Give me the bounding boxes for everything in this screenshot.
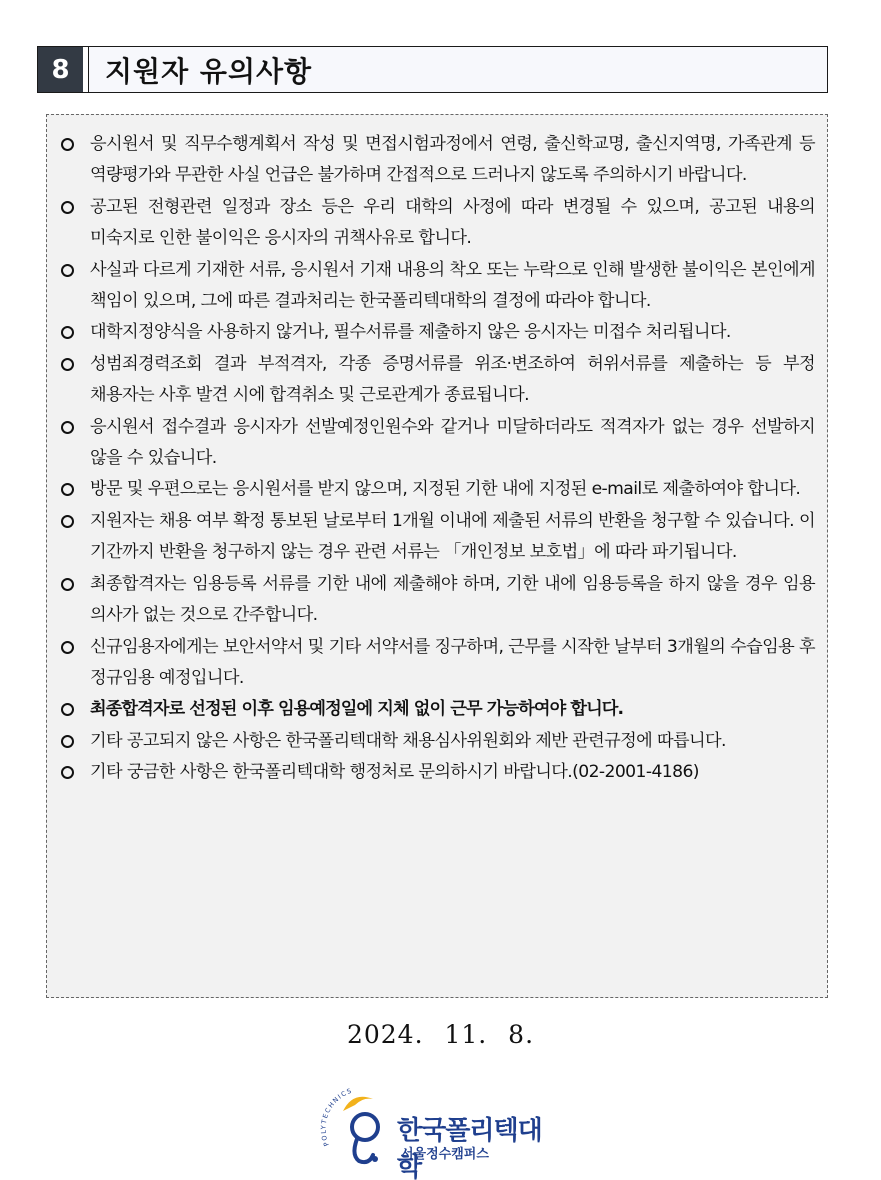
notice-item (61, 757, 815, 788)
notice-item (61, 726, 815, 757)
emblem-dot (372, 1156, 378, 1162)
notice-text: 응시원서 접수결과 응시자가 선발예정인원수와 같거나 미달하더라도 적격자가 없는 경우 선발하지 않을 수 있습니다. (90, 416, 815, 469)
circle-bullet-icon (61, 264, 74, 277)
notice-item (61, 255, 815, 318)
logo-campus-name: 서울정수캠퍼스 (401, 1147, 489, 1162)
notice-text: 최종합격자는 임용등록 서류를 기한 내에 제출해야 하며, 기한 내에 임용등록을 하지 않을 경우 임용 의사가 없는 것으로 간주합니다. (90, 573, 815, 626)
circle-bullet-icon (61, 483, 74, 496)
emblem-flame-shape (343, 1097, 373, 1111)
notice-box (46, 114, 828, 998)
circle-bullet-icon (61, 326, 74, 339)
notice-text: 공고된 전형관련 일정과 장소 등은 우리 대학의 사정에 따라 변경될 수 있으며, 공고된 내용의 미숙지로 인한 불이익은 응시자의 귀책사유로 합니다. (90, 196, 815, 249)
notice-item (61, 317, 815, 348)
document-date: 2024. 11. 8. (346, 1020, 535, 1049)
institution-logo (315, 1075, 565, 1180)
notice-text: 성범죄경력조회 결과 부적격자, 각종 증명서류를 위조·변조하여 허위서류를 제출하는 등 부정 채용자는 사후 발견 시에 합격취소 및 근로관계가 종료됩니다. (90, 353, 815, 406)
emblem-arc-text: POLYTECHNICS (319, 1086, 354, 1148)
emblem-tail (354, 1139, 373, 1162)
notice-item (61, 349, 815, 412)
notice-text: 최종합격자로 선정된 이후 임용예정일에 지체 없이 근무 가능하여야 합니다. (90, 699, 624, 720)
circle-bullet-icon (61, 515, 74, 528)
svg-text:POLYTECHNICS (319, 1086, 353, 1147)
notice-item (61, 694, 815, 725)
notice-item (61, 129, 815, 192)
section-number: 8 (38, 47, 83, 92)
notice-item (61, 474, 815, 505)
notice-item (61, 569, 815, 632)
circle-bullet-icon (61, 703, 74, 716)
section-header (37, 46, 828, 93)
notice-text: 기타 궁금한 사항은 한국폴리텍대학 행정처로 문의하시기 바랍니다.(02-2001-4186) (90, 762, 699, 783)
notice-text: 지원자는 채용 여부 확정 통보된 날로부터 1개월 이내에 제출된 서류의 반환을 청구할 수 있습니다. 이 기간까지 반환을 청구하지 않는 경우 관련 서류는 「개인정보 보호법」에 따라 파기됩니다. (90, 510, 815, 563)
circle-bullet-icon (61, 735, 74, 748)
notice-text: 기타 공고되지 않은 사항은 한국폴리텍대학 채용심사위원회와 제반 관련규정에 따릅니다. (90, 730, 726, 751)
notice-list (61, 129, 815, 789)
notice-text: 대학지정양식을 사용하지 않거나, 필수서류를 제출하지 않은 응시자는 미접수 처리됩니다. (90, 322, 731, 343)
circle-bullet-icon (61, 641, 74, 654)
notice-item (61, 632, 815, 695)
notice-text: 사실과 다르게 기재한 서류, 응시원서 기재 내용의 착오 또는 누락으로 인해 발생한 불이익은 본인에게 책임이 있으며, 그에 따른 결과처리는 한국폴리텍대학의 결정에 따라야 합니다. (90, 259, 815, 312)
notice-text: 응시원서 및 직무수행계획서 작성 및 면접시험과정에서 연령, 출신학교명, 출신지역명, 가족관계 등 역량평가와 무관한 사실 언급은 불가하며 간접적으로 드러나지 않도록 주의하시기 바랍니다. (90, 134, 815, 186)
circle-bullet-icon (61, 138, 74, 151)
emblem-ring (352, 1114, 378, 1140)
notice-text: 신규임용자에게는 보안서약서 및 기타 서약서를 징구하며, 근무를 시작한 날부터 3개월의 수습임용 후 정규임용 예정입니다. (90, 636, 815, 688)
logo-institution-name: 한국폴리텍대학 (397, 1116, 542, 1180)
notice-text: 방문 및 우편으로는 응시원서를 받지 않으며, 지정된 기한 내에 지정된 e-mail로 제출하여야 합니다. (90, 479, 801, 500)
circle-bullet-icon (61, 421, 74, 434)
circle-bullet-icon (61, 201, 74, 214)
circle-bullet-icon (61, 358, 74, 371)
circle-bullet-icon (61, 578, 74, 591)
notice-item (61, 506, 815, 569)
circle-bullet-icon (61, 766, 74, 779)
polytechnics-emblem-icon (315, 1075, 405, 1167)
notice-item (61, 192, 815, 255)
notice-item (61, 412, 815, 475)
section-title: 지원자 유의사항 (105, 54, 313, 88)
